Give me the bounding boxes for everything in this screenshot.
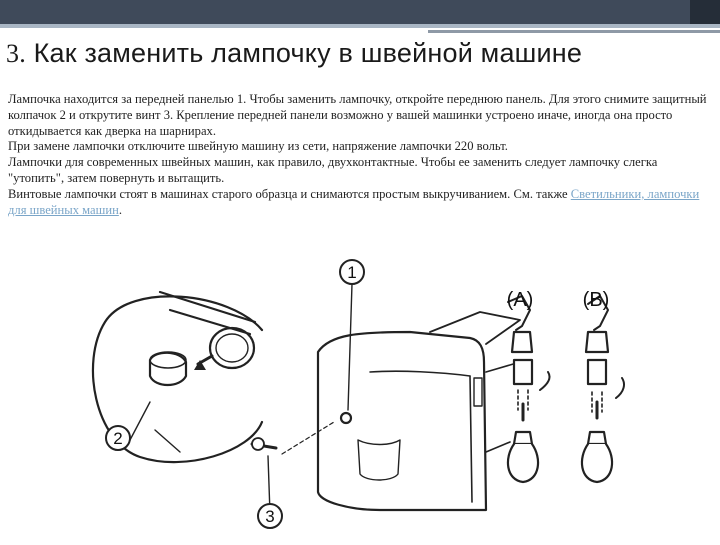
lamp-replacement-diagram (0, 252, 720, 540)
slide-title (6, 38, 582, 69)
header-bar (0, 0, 720, 24)
svg-text:1: 1 (347, 263, 357, 282)
title-divider (428, 30, 720, 33)
lamps-link[interactable]: Светильники, лампочки для швейных машин (8, 186, 700, 217)
label-b: (B) (582, 289, 610, 311)
paragraph-screw-bulbs (8, 187, 712, 219)
svg-text:2: 2 (113, 429, 123, 448)
header-accent-stripe (0, 24, 720, 28)
slide-title-number: 3. (6, 39, 26, 68)
paragraph-safety: При замене лампочки отключите швейную машину из сети, напряжение лампочки 220 вольт. (8, 139, 508, 154)
label-a: (A) (506, 289, 534, 311)
protective-cap (150, 353, 186, 385)
panel-edge-line (160, 292, 255, 322)
panel-screw-hole (341, 413, 351, 423)
svg-text:3: 3 (265, 507, 275, 526)
slide-title-text: Как заменить лампочку в швейной машине (33, 38, 583, 68)
callout-2 (106, 426, 130, 450)
paragraph-two-pin: Лампочки для современных швейных машин, как правило, двухконтактные. Чтобы ее заменить следует лампочку слегка "утопить", затем повернуть и вытащить. (8, 155, 658, 185)
paragraph-screw-text: Винтовые лампочки стоят в машинах старого образца и снимаются простым выкручиванием. См. также (8, 186, 571, 201)
illustration (0, 252, 720, 540)
paragraph-end: . (118, 202, 122, 217)
callout-1 (340, 260, 364, 284)
slide-body (8, 92, 712, 218)
bulb-b-diagram (582, 296, 624, 482)
header-bar-corner (690, 0, 720, 24)
callout-3 (258, 504, 282, 528)
paragraph-location: Лампочка находится за передней панелью 1. Чтобы заменить лампочку, откройте переднюю панель. Для этого снимите защитный колпачок 2 и открутите винт 3. Крепление передней панели возможно у вашей машинки устроено иначе, иногда она просто откидывается как дверка на шарнирах. (8, 92, 707, 138)
